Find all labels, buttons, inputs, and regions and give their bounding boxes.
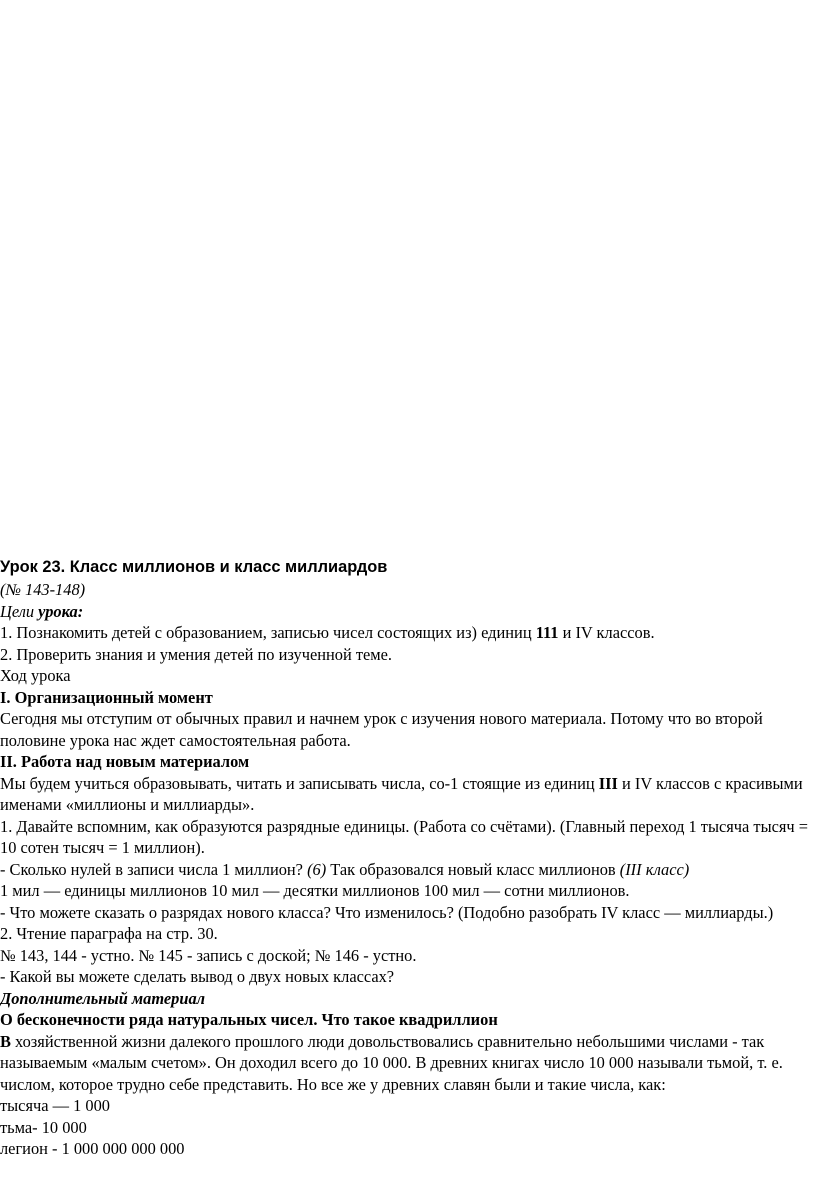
- section-1-title: I. Организационный момент: [0, 687, 213, 707]
- section-2-p1-b: III: [598, 773, 618, 793]
- list-item-tma: тьма- 10 000: [0, 1117, 87, 1137]
- section-2-paragraph-7: № 143, 144 - устно. № 145 - запись с доской; № 146 - устно.: [0, 945, 417, 965]
- section-2-paragraph-1: [0, 773, 812, 816]
- section-2-p3-a: - Сколько нулей в записи числа 1 миллион?: [0, 859, 308, 879]
- goals-label-part2: урока:: [38, 601, 84, 621]
- section-2-paragraph-6: 2. Чтение параграфа на стр. 30.: [0, 924, 218, 943]
- extra-material-title: Дополнительный материал: [0, 988, 206, 1008]
- section-2-p3-b: (6): [307, 859, 327, 879]
- section-2-paragraph-8: - Какой вы можете сделать вывод о двух новых классах?: [0, 967, 395, 986]
- section-2-paragraph-5: - Что можете сказать о разрядах нового класса? Что изменилось? (Подобно разобрать IV класс — миллиарды.): [0, 902, 774, 922]
- extra-p1-text: хозяйственной жизни далекого прошлого люди довольствовались сравнительно небольшими числами - так называемым «малым счетом». Он доходил всего до 10 000. В древних книгах число 10 000 называли тьмой, т. е. числом, которое трудно себе представить. Но все же у древних славян были и такие числа, как:: [0, 1031, 783, 1094]
- goal-1-text-c: и IV классов.: [558, 623, 655, 642]
- goal-1-text-b: 111: [535, 623, 559, 642]
- goal-1-text-a: 1. Познакомить детей с образованием, записью чисел состоящих из) единиц: [0, 623, 536, 642]
- section-2-paragraph-3: [0, 859, 812, 881]
- goals-label-part1: Цели: [0, 601, 39, 621]
- section-2-p3-d: (III класс): [619, 859, 690, 879]
- extra-material-paragraph: [0, 1031, 812, 1096]
- course-heading: Ход урока: [0, 666, 71, 685]
- document-page: [0, 556, 812, 1160]
- tasks-range: (№ 143-148): [0, 580, 86, 599]
- section-2-p1-a: Мы будем учиться образовывать, читать и записывать числа, со-1 стоящие из единиц: [0, 773, 599, 793]
- goal-2: 2. Проверить знания и умения детей по изученной теме.: [0, 644, 393, 664]
- list-item-thousand: тысяча — 1 000: [0, 1096, 110, 1115]
- goal-1: [0, 622, 812, 644]
- extra-p1-dropcap: В: [0, 1031, 11, 1051]
- lesson-title: Урок 23. Класс миллионов и класс миллиардов: [0, 558, 388, 576]
- extra-material-heading: О бесконечности ряда натуральных чисел. Что такое квадриллион: [0, 1010, 498, 1029]
- section-2-p1-c: и IV классов с красивыми именами «миллионы и миллиарды».: [0, 773, 803, 814]
- section-2-paragraph-2: 1. Давайте вспомним, как образуются разрядные единицы. (Работа со счётами). (Главный переход 1 тысяча тысяч = 10 сотен тысяч = 1 миллион).: [0, 816, 808, 857]
- list-item-legion: легион - 1 000 000 000 000: [0, 1139, 185, 1158]
- section-2-p3-c: Так образовался новый класс миллионов: [326, 859, 620, 879]
- section-2-paragraph-4: 1 мил — единицы миллионов 10 мил — десятки миллионов 100 мил — сотни миллионов.: [0, 881, 630, 900]
- goals-label: [0, 601, 812, 623]
- section-1-text: Сегодня мы отступим от обычных правил и начнем урок с изучения нового материала. Потому что во второй половине урока нас ждет самостоятельная работа.: [0, 709, 763, 750]
- section-2-title: II. Работа над новым материалом: [0, 752, 250, 771]
